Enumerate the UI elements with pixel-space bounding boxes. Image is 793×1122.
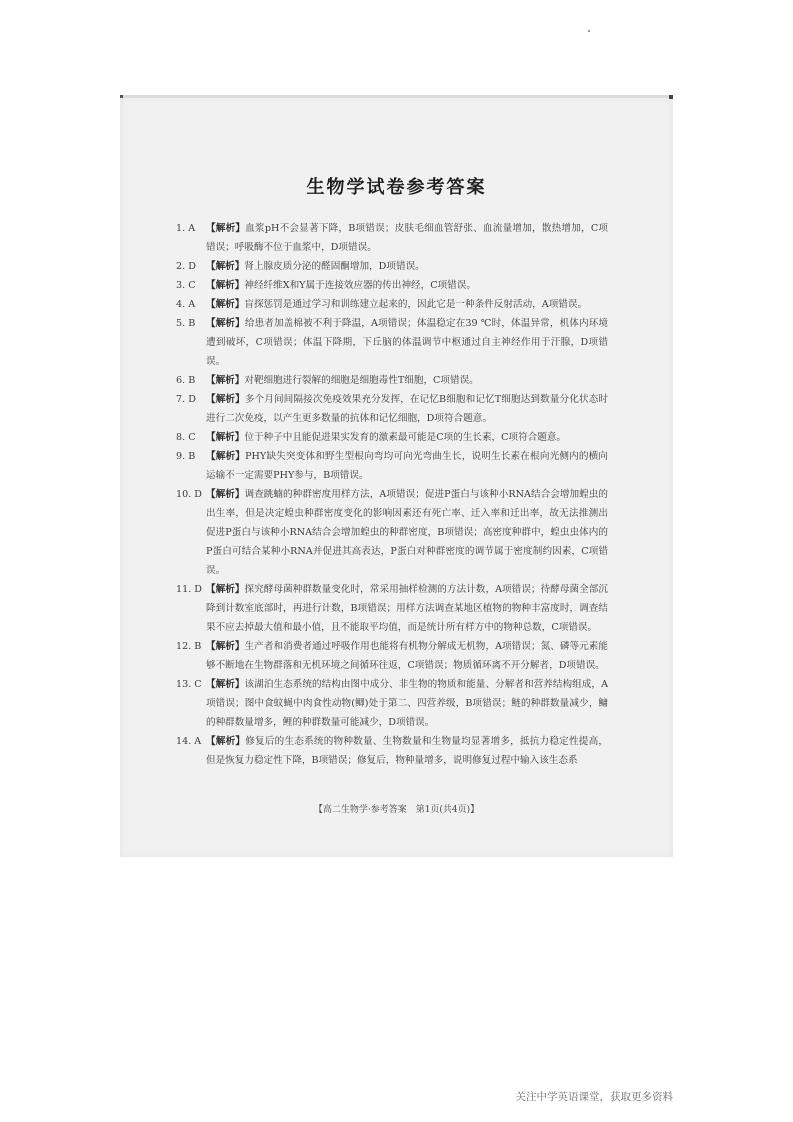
analysis-tag: 【解析】 xyxy=(206,584,245,595)
explanation-text: 肾上腺皮质分泌的醛固酮增加，D项错误。 xyxy=(244,261,425,272)
answer-explanation xyxy=(206,580,608,637)
answer-item xyxy=(176,637,608,675)
scan-corner-mark xyxy=(669,95,673,99)
explanation-text: PHY缺失突变体和野生型根向弯均可向光弯曲生长，说明生长素在根向光侧内的横向运输不一定需要PHY参与，B项错误。 xyxy=(206,451,608,481)
answer-explanation xyxy=(206,485,608,580)
analysis-tag: 【解析】 xyxy=(206,679,245,690)
answer-item xyxy=(176,371,608,390)
answer-explanation xyxy=(206,257,608,276)
answer-item xyxy=(176,447,608,485)
analysis-tag: 【解析】 xyxy=(206,280,245,291)
answer-explanation xyxy=(206,371,608,390)
answer-item xyxy=(176,580,608,637)
answer-item xyxy=(176,276,608,295)
analysis-tag: 【解析】 xyxy=(206,261,245,272)
answer-number: 4. A xyxy=(176,299,196,310)
explanation-text: 修复后的生态系统的物种数量、生物数量和生物量均显著增多，抵抗力稳定性提高，但是恢复力稳定性下降，B项错误；修复后，物种量增多，说明修复过程中输入该生态系 xyxy=(206,736,609,766)
explanation-text: 生产者和消费者通过呼吸作用也能将有机物分解成无机物，A项错误；氮、磷等元素能够不断地在生物群落和无机环境之间循环往返，C项错误；物质循环离不开分解者，D项错误。 xyxy=(206,641,608,671)
answer-number: 12. B xyxy=(176,641,202,652)
answer-number: 10. D xyxy=(176,489,202,500)
answer-explanation xyxy=(206,675,608,732)
answer-explanation xyxy=(206,276,608,295)
explanation-text: 神经纤维X和Y属于连接效应器的传出神经，C项错误。 xyxy=(244,280,476,291)
answer-item xyxy=(176,219,608,257)
page-footer: 【高二生物学·参考答案 第1页(共4页)】 xyxy=(313,805,480,815)
analysis-tag: 【解析】 xyxy=(206,375,245,386)
explanation-text: 多个月间间隔接次免疫效果充分发挥，在记忆B细胞和记忆T细胞达到数量分化状态时进行二次免疫，以产生更多数量的抗体和记忆细胞，D项符合题意。 xyxy=(206,394,608,424)
analysis-tag: 【解析】 xyxy=(206,451,246,462)
explanation-text: 给患者加盖棉被不利于降温，A项错误；体温稳定在39 ℃时，体温异常，机体内环境遭到破坏，C项错误；体温下降期，下丘脑的体温调节中枢通过自主神经作用于汗腺，D项错误。 xyxy=(206,318,608,367)
scan-top-edge xyxy=(120,95,673,98)
answer-item xyxy=(176,428,608,447)
scanned-answer-sheet xyxy=(120,95,673,857)
answer-number: 8. C xyxy=(176,432,196,443)
answer-explanation xyxy=(206,390,608,428)
answer-item xyxy=(176,390,608,428)
analysis-tag: 【解析】 xyxy=(206,318,245,329)
answer-explanation xyxy=(206,732,608,770)
answer-explanation xyxy=(206,637,608,675)
answer-number: 6. B xyxy=(176,375,196,386)
answer-number: 3. C xyxy=(176,280,196,291)
page-title: 生物学试卷参考答案 xyxy=(306,177,487,198)
answer-item xyxy=(176,732,608,770)
answer-item xyxy=(176,295,608,314)
answer-list xyxy=(176,219,608,770)
watermark-text: 关注中学英语课堂，获取更多资料 xyxy=(515,1091,673,1103)
answer-number: 13. C xyxy=(176,679,202,690)
analysis-tag: 【解析】 xyxy=(206,394,245,405)
answer-number: 7. D xyxy=(176,394,196,405)
analysis-tag: 【解析】 xyxy=(206,489,245,500)
analysis-tag: 【解析】 xyxy=(206,299,245,310)
explanation-text: 对靶细胞进行裂解的细胞是细胞毒性T细胞，C项错误。 xyxy=(244,375,479,386)
answer-item xyxy=(176,314,608,371)
explanation-text: 探究酵母菌种群数量变化时，常采用抽样检测的方法计数，A项错误；待酵母菌全部沉降到计数室底部时，再进行计数，B项错误；用样方法调查某地区植物的物种丰富度时，调查结果不应去掉最大值和最小值，且不能取平均值，而是统计所有样方中的物种总数，C项错误。 xyxy=(206,584,608,633)
answer-number: 5. B xyxy=(176,318,196,329)
analysis-tag: 【解析】 xyxy=(206,736,246,747)
answer-number: 1. A xyxy=(176,223,196,234)
speck xyxy=(588,30,590,32)
answer-explanation xyxy=(206,219,608,257)
answer-explanation xyxy=(206,314,608,371)
answer-number: 2. D xyxy=(176,261,196,272)
answer-explanation xyxy=(206,428,608,447)
answer-number: 14. A xyxy=(176,736,202,747)
analysis-tag: 【解析】 xyxy=(206,223,246,234)
explanation-text: 血浆pH不会显著下降，B项错误；皮肤毛细血管舒张、血流量增加，散热增加，C项错误；呼吸酶不位于血浆中，D项错误。 xyxy=(206,223,608,253)
explanation-text: 位于种子中且能促进果实发育的激素最可能是C项的生长素，C项符合题意。 xyxy=(244,432,567,443)
answer-explanation xyxy=(206,447,608,485)
analysis-tag: 【解析】 xyxy=(206,641,245,652)
answer-explanation xyxy=(206,295,608,314)
answer-number: 9. B xyxy=(176,451,196,462)
explanation-text: 调查跳蝻的种群密度用样方法，A项错误；促进P蛋白与该种小RNA结合会增加蝗虫的出生率，但是决定蝗虫种群密度变化的影响因素还有死亡率、迁入率和迁出率，故无法推测出促进P蛋白与该种小RNA结合会增加蝗虫的种群密度，B项错误；高密度种群中，蝗虫虫体内的P蛋白可结合某种小RNA并促进其高表达，P蛋白对种群密度的调节属于密度制约因素，C项错误。 xyxy=(206,489,608,576)
answer-item xyxy=(176,675,608,732)
answer-item xyxy=(176,485,608,580)
explanation-text: 盲探惩罚是通过学习和训练建立起来的，因此它是一种条件反射活动，A项错误。 xyxy=(244,299,588,310)
analysis-tag: 【解析】 xyxy=(206,432,245,443)
answer-number: 11. D xyxy=(176,584,202,595)
answer-item xyxy=(176,257,608,276)
explanation-text: 该湖泊生态系统的结构由图中成分、非生物的物质和能量、分解者和营养结构组成，A项错误；图中食蚊蝇中肉食性动物(鲫)处于第二、四营养级，B项错误；鲢的种群数量减少，鳙的种群数量增多，鲤的种群数量可能减少，D项错误。 xyxy=(206,679,608,728)
